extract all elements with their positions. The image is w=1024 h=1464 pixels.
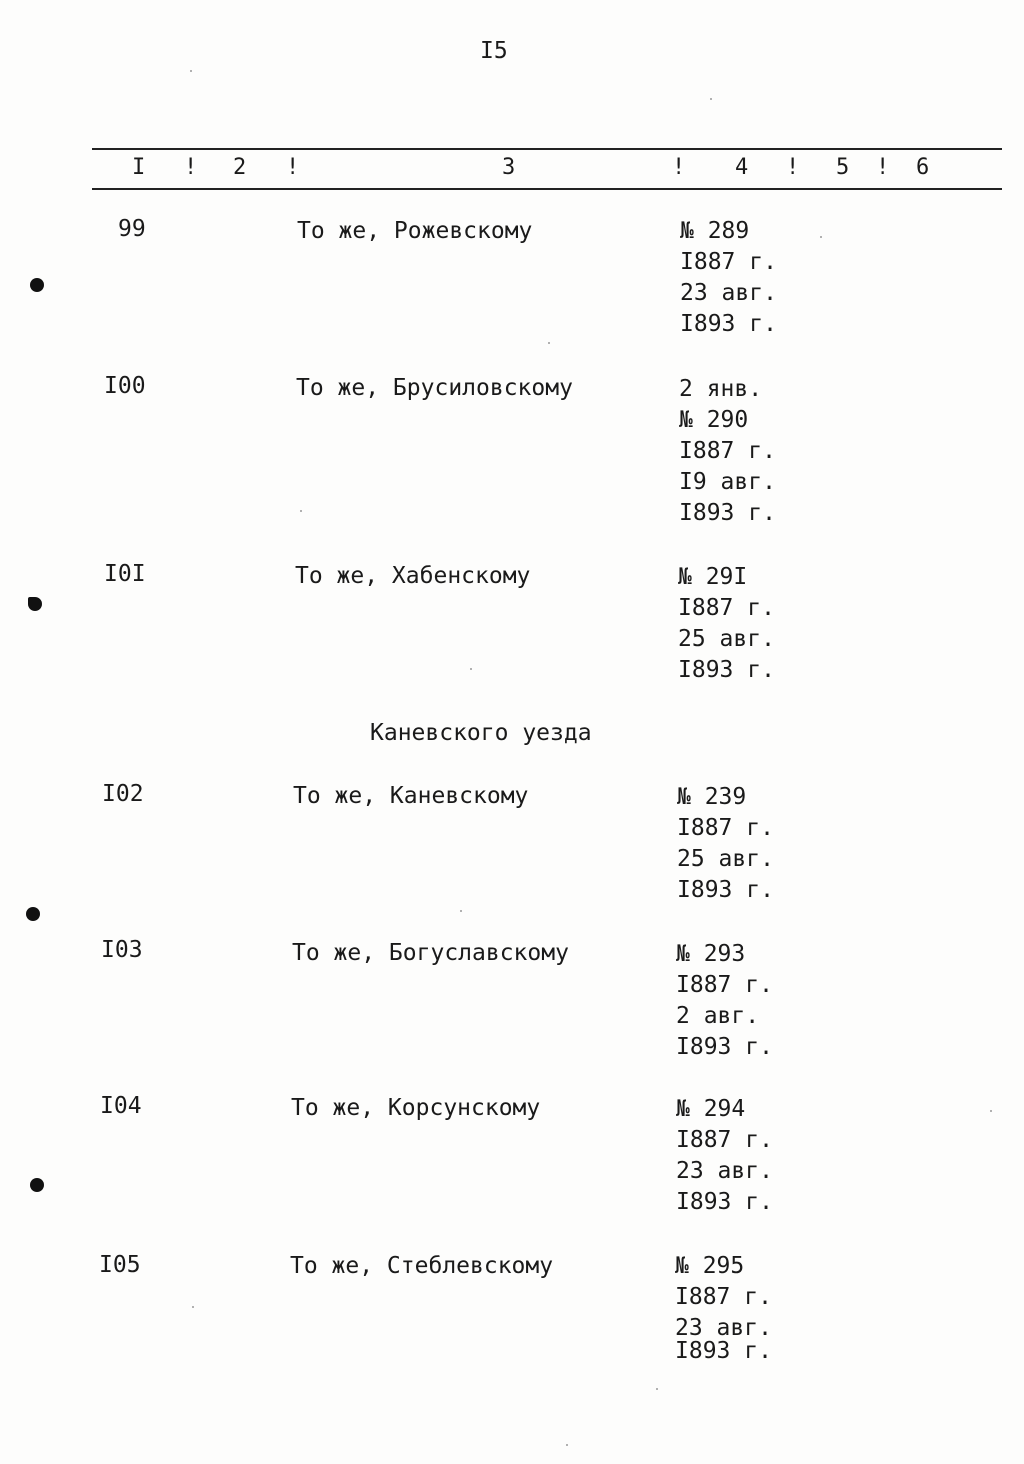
column-header-3: 3 bbox=[502, 155, 516, 180]
entry-detail-line: I887 г. bbox=[676, 1127, 773, 1153]
punch-hole-mark bbox=[30, 278, 44, 292]
entry-details bbox=[676, 1094, 773, 1218]
entry-detail-line: I887 г. bbox=[676, 972, 773, 998]
header-top-rule bbox=[92, 148, 1002, 150]
entry-detail-line: № 294 bbox=[676, 1096, 746, 1122]
column-separator: ! bbox=[184, 155, 198, 180]
entry-details bbox=[675, 1251, 772, 1364]
entry-title: То же, Каневскому bbox=[293, 783, 529, 809]
entry-detail-line: I893 г. bbox=[676, 1034, 773, 1060]
column-separator: ! bbox=[672, 155, 686, 180]
entry-detail-line: № 290 bbox=[679, 407, 749, 433]
column-header-2: 2 bbox=[233, 155, 247, 180]
entry-detail-line: I887 г. bbox=[677, 815, 774, 841]
entry-detail-line: I893 г. bbox=[678, 657, 775, 683]
entry-title: То же, Стеблевскому bbox=[290, 1253, 554, 1279]
scan-speck bbox=[190, 70, 192, 72]
entry-detail-line: № 239 bbox=[677, 784, 747, 810]
entry-detail-line: I887 г. bbox=[678, 595, 775, 621]
entry-number: I05 bbox=[99, 1252, 141, 1278]
entry-detail-line: I9 авг. bbox=[679, 469, 776, 495]
entry-number: 99 bbox=[118, 216, 146, 242]
entry-details bbox=[678, 562, 775, 686]
entry-title: То же, Брусиловскому bbox=[296, 375, 573, 401]
entry-number: I02 bbox=[102, 781, 144, 807]
entry-detail-line: 25 авг. bbox=[677, 846, 774, 872]
column-header-4: 4 bbox=[735, 155, 749, 180]
entry-number: I00 bbox=[104, 373, 146, 399]
column-separator: ! bbox=[876, 155, 890, 180]
entry-detail-line: № 293 bbox=[676, 941, 746, 967]
entry-number: I04 bbox=[100, 1093, 142, 1119]
entry-detail-line: I887 г. bbox=[680, 249, 777, 275]
scan-speck bbox=[566, 1444, 568, 1446]
entry-detail-line: 2 янв. bbox=[679, 376, 763, 402]
column-separator: ! bbox=[786, 155, 800, 180]
entry-detail-line: 25 авг. bbox=[678, 626, 775, 652]
column-header-1: I bbox=[132, 155, 146, 180]
entry-title: То же, Корсунскому bbox=[291, 1095, 541, 1121]
entry-title: То же, Хабенскому bbox=[295, 563, 531, 589]
scan-speck bbox=[470, 668, 472, 670]
scan-speck bbox=[820, 236, 822, 238]
entry-details bbox=[677, 782, 774, 906]
scan-speck bbox=[460, 910, 462, 912]
entry-detail-line: 23 авг. bbox=[676, 1158, 773, 1184]
entry-detail-line: I893 г. bbox=[679, 500, 776, 526]
entry-title: То же, Рожевскому bbox=[297, 218, 533, 244]
entry-detail-line: 23 авг. bbox=[680, 280, 777, 306]
entry-detail-line: 23 авг. bbox=[675, 1315, 772, 1341]
column-separator: ! bbox=[286, 155, 300, 180]
entry-detail-line: I893 г. bbox=[680, 311, 777, 337]
scan-speck bbox=[990, 1110, 992, 1112]
entry-detail-line: 2 авг. bbox=[676, 1003, 760, 1029]
punch-hole-mark bbox=[28, 597, 42, 611]
entry-detail-line: I893 г. bbox=[675, 1338, 772, 1364]
punch-hole-mark bbox=[26, 907, 40, 921]
entry-details bbox=[680, 216, 777, 340]
entry-details bbox=[679, 374, 776, 529]
entry-detail-line: № 295 bbox=[675, 1253, 745, 1279]
entry-detail-line: I887 г. bbox=[679, 438, 776, 464]
entry-detail-line: I887 г. bbox=[675, 1284, 772, 1310]
scan-speck bbox=[710, 98, 712, 100]
entry-detail-line: I893 г. bbox=[676, 1189, 773, 1215]
entry-details bbox=[676, 939, 773, 1063]
entry-detail-line: № 29I bbox=[678, 564, 748, 590]
scan-speck bbox=[192, 1306, 194, 1308]
scan-speck bbox=[656, 1388, 658, 1390]
scan-speck bbox=[300, 510, 302, 512]
entry-number: I03 bbox=[101, 937, 143, 963]
column-header-6: 6 bbox=[916, 155, 930, 180]
entry-detail-line: № 289 bbox=[680, 218, 750, 244]
entry-number: I0I bbox=[104, 561, 146, 587]
punch-hole-mark bbox=[30, 1178, 44, 1192]
page-number: I5 bbox=[480, 38, 508, 64]
section-heading: Каневского уезда bbox=[370, 720, 592, 746]
entry-detail-line: I893 г. bbox=[677, 877, 774, 903]
column-header-5: 5 bbox=[836, 155, 850, 180]
scan-speck bbox=[548, 342, 550, 344]
entry-title: То же, Богуславскому bbox=[292, 940, 569, 966]
header-bottom-rule bbox=[92, 188, 1002, 190]
